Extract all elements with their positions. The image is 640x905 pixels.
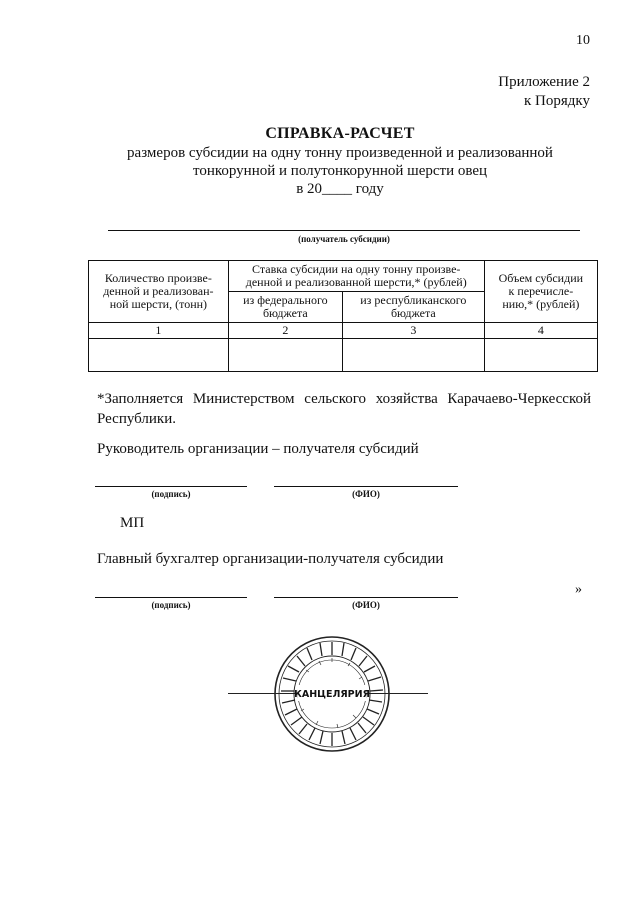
header-rate-line: денной и реализованной шерсти,* (рублей) xyxy=(245,275,467,289)
header-quantity xyxy=(89,261,229,323)
title-block xyxy=(0,124,640,198)
header-volume-line: Объем субсидии xyxy=(498,271,584,285)
header-federal-budget xyxy=(228,292,342,323)
recipient-fill-line xyxy=(108,230,580,231)
data-cell-volume xyxy=(484,339,597,372)
accountant-fio-caption: (ФИО) xyxy=(352,600,380,610)
header-subsidy-volume xyxy=(484,261,597,323)
column-number-3: 3 xyxy=(342,323,484,339)
header-quantity-line: Количество произве- xyxy=(104,271,212,285)
head-signature-line xyxy=(95,486,247,487)
column-number-4: 4 xyxy=(484,323,597,339)
subtitle-line-3: в 20____ году xyxy=(296,181,384,197)
header-republican-line: из республиканского xyxy=(360,293,467,307)
appendix-line-2: к Порядку xyxy=(524,93,590,109)
column-number-1: 1 xyxy=(89,323,229,339)
subsidy-calculation-table xyxy=(88,260,598,372)
closing-quote: » xyxy=(575,582,582,597)
head-fio-line xyxy=(274,486,458,487)
header-quantity-line: ной шерсти, (тонн) xyxy=(109,297,208,311)
office-stamp-seal xyxy=(272,634,392,754)
header-republican-line: бюджета xyxy=(390,306,436,320)
header-volume-line: нию,* (рублей) xyxy=(502,297,580,311)
header-rate-line: Ставка субсидии на одну тонну произве- xyxy=(252,262,461,276)
accountant-fio-line xyxy=(274,597,458,598)
recipient-caption: (получатель субсидии) xyxy=(298,234,390,244)
column-number-2: 2 xyxy=(228,323,342,339)
chief-accountant-label: Главный бухгалтер организации-получателя субсидии xyxy=(97,551,444,567)
header-republican-budget xyxy=(342,292,484,323)
document-title: СПРАВКА-РАСЧЕТ xyxy=(265,125,415,142)
data-cell-quantity xyxy=(89,339,229,372)
header-volume-line: к перечисле- xyxy=(508,284,574,298)
header-federal-line: бюджета xyxy=(262,306,308,320)
page-number: 10 xyxy=(576,33,590,48)
head-of-organization-label: Руководитель организации – получателя субсидий xyxy=(97,441,419,457)
seal-place-label: МП xyxy=(120,515,145,531)
footnote: *Заполняется Министерством сельского хозяйства Карачаево-Черкесской Республики. xyxy=(97,391,591,427)
data-cell-federal xyxy=(228,339,342,372)
appendix-reference xyxy=(498,73,590,111)
accountant-signature-caption: (подпись) xyxy=(151,600,191,610)
accountant-signature-line xyxy=(95,597,247,598)
stamp-center-text: КАНЦЕЛЯРИЯ xyxy=(294,689,370,700)
head-signature-caption: (подпись) xyxy=(151,489,191,499)
header-quantity-line: денной и реализован- xyxy=(103,284,214,298)
subtitle-line-1: размеров субсидии на одну тонну произведенной и реализованной xyxy=(127,145,553,161)
head-fio-caption: (ФИО) xyxy=(352,489,380,499)
header-subsidy-rate xyxy=(228,261,484,292)
data-cell-republican xyxy=(342,339,484,372)
header-federal-line: из федерального xyxy=(243,293,328,307)
appendix-line-1: Приложение 2 xyxy=(498,74,590,90)
subtitle-line-2: тонкорунной и полутонкорунной шерсти овец xyxy=(192,163,488,179)
